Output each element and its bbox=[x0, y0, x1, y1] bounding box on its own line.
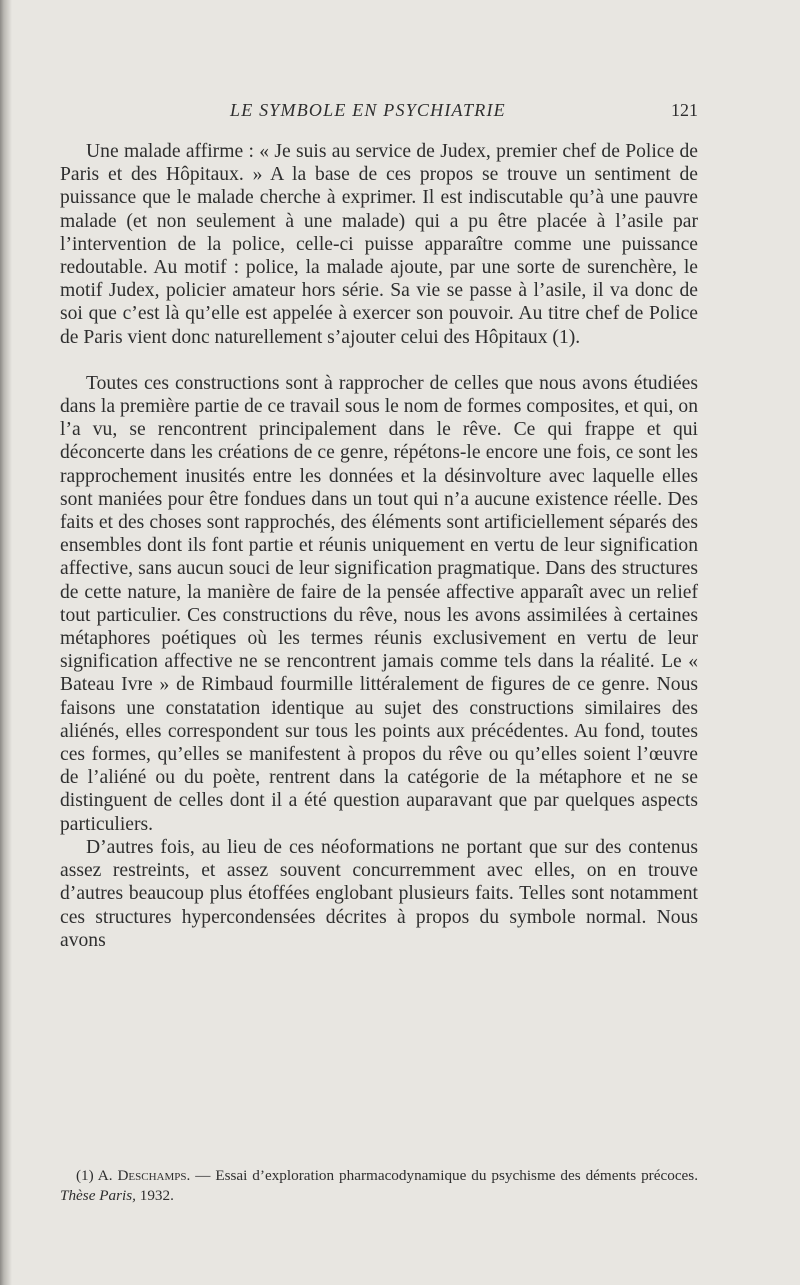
paragraph-2: Toutes ces constructions sont à rapprocher de celles que nous avons étudiées dans la première partie de ce travail sous le nom de formes composites, et qui, on l’a vu, se rencontrent principalement dans le rêve. Ce qui frappe et qui déconcerte dans les créations de ce genre, répétons-le encore une fois, ce sont les rapprochement inusités entre les données et la désinvolture avec laquelle elles sont maniées pour être fondues dans un tout qui n’a aucune existence réelle. Des faits et des choses sont rapprochés, des éléments sont artificiellement séparés des ensembles dont ils font partie et réunis uniquement en vertu de leur signification affective, sans aucun souci de leur signification pragmatique. Dans des structures de cette nature, la manière de faire de la pensée affective apparaît avec un relief tout particulier. Ces constructions du rêve, nous les avons assimilées à certaines métaphores poétiques où les termes réunis exclusivement en vertu de leur signification affective ne se rencontrent jamais comme tels dans la réalité. Le « Bateau Ivre » de Rimbaud fourmille littéralement de figures de ce genre. Nous faisons une constatation identique au sujet des constructions similaires des aliénés, elles correspondent sur tous les points aux précédentes. Au fond, toutes ces formes, qu’elles se manifestent à propos du rêve ou qu’elles soient l’œuvre de l’aliéné ou du poète, rentrent dans la catégorie de la métaphore et ne se distinguent de celles dont il a été question auparavant que par quelques aspects particuliers. bbox=[60, 372, 698, 835]
body-text bbox=[60, 140, 698, 952]
footnote-marker: (1) A. bbox=[76, 1167, 113, 1184]
running-head bbox=[60, 100, 698, 122]
paragraph-1: Une malade affirme : « Je suis au service de Judex, premier chef de Police de Paris et des Hôpitaux. » A la base de ces propos se trouve un sentiment de puissance que le malade cherche à exprimer. Il est indiscutable qu’à une pauvre malade (et non seulement à une malade) qui a pu être placée à l’asile par l’intervention de la police, celle-ci puisse apparaître comme une puissance redoutable. Au motif : police, la malade ajoute, par une sorte de surenchère, le motif Judex, policier amateur hors série. Sa vie se passe à l’asile, il va donc de soi que c’est là qu’elle est appelée à exercer son pouvoir. Au titre chef de Police de Paris vient donc naturellement s’ajouter celui des Hôpitaux (1). bbox=[60, 141, 698, 348]
page-number: 121 bbox=[671, 100, 698, 120]
page-binding-edge bbox=[0, 0, 12, 1285]
footnote bbox=[60, 1166, 698, 1206]
footnote-dash: — bbox=[190, 1167, 216, 1184]
footnote-text: Essai d’exploration pharmacodynamique du psychisme des déments précoces. bbox=[215, 1167, 699, 1184]
footnote-year: 1932. bbox=[135, 1187, 174, 1204]
footnote-1 bbox=[60, 1166, 698, 1206]
footnote-thesis: Thèse Paris, bbox=[60, 1187, 136, 1204]
footnote-author: Deschamps. bbox=[117, 1167, 191, 1184]
paragraph-3: D’autres fois, au lieu de ces néoformations ne portant que sur des contenus assez restreints, et assez souvent concurremment avec elles, on en trouve d’autres beaucoup plus étoffées englobant plusieurs faits. Telles sont notamment ces structures hypercondensées décrites à propos du symbole normal. Nous avons bbox=[60, 836, 698, 951]
running-head-title: LE SYMBOLE EN PSYCHIATRIE bbox=[230, 100, 506, 120]
